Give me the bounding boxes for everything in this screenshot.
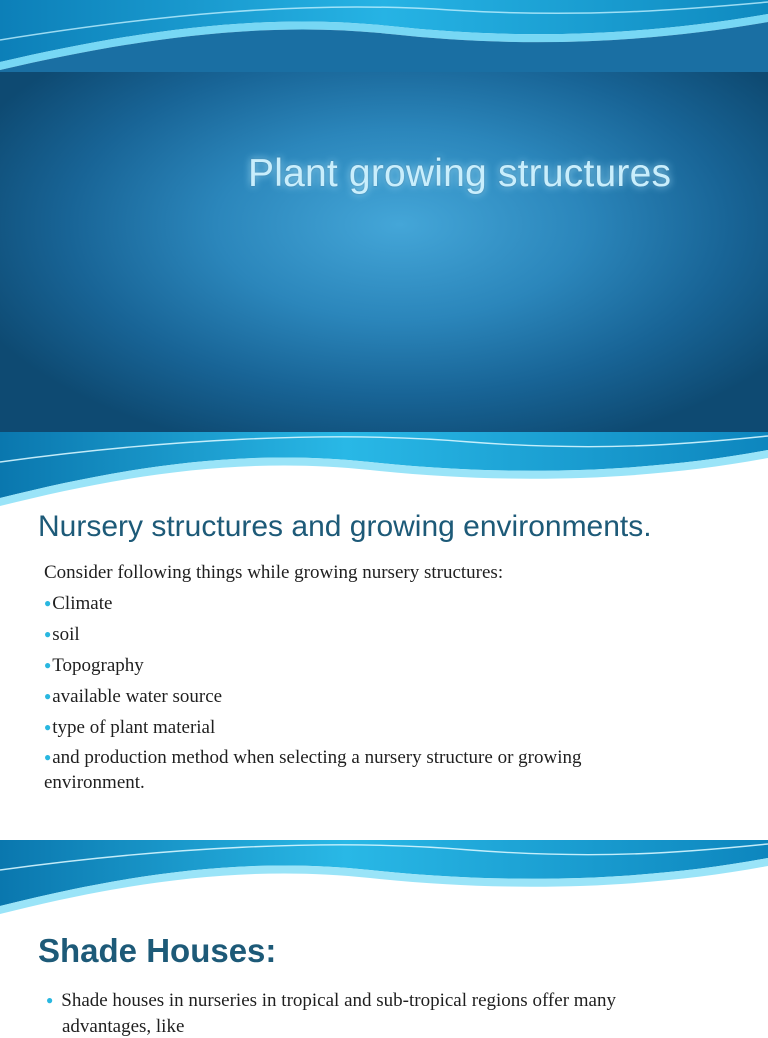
list-item: ●type of plant material [44, 717, 216, 738]
slide-heading: Shade Houses: [38, 932, 277, 969]
wave-decoration [0, 0, 768, 72]
list-item: ●soil [44, 624, 80, 645]
list-item-continuation: advantages, like [62, 1016, 185, 1037]
intro-text: Consider following things while growing nursery structures: [44, 562, 504, 583]
slide-title: Plant growing structures [248, 152, 672, 195]
slide-heading: Nursery structures and growing environments. [38, 510, 652, 543]
content-slide-nursery [0, 432, 768, 840]
bullet-icon: ● [44, 596, 52, 610]
wave-decoration [0, 840, 768, 916]
list-item: ●Topography [44, 655, 144, 676]
slide-body [44, 558, 724, 795]
bullet-icon: ● [44, 689, 52, 703]
bullet-icon: ● [44, 750, 52, 764]
title-slide [0, 0, 768, 432]
list-item: ●Climate [44, 593, 113, 614]
list-item: ● Shade houses in nurseries in tropical and sub-tropical regions offer many [46, 990, 616, 1011]
bullet-icon: ● [44, 658, 52, 672]
list-item: ●and production method when selecting a nursery structure or growing environment. [44, 747, 582, 793]
bullet-icon: ● [44, 627, 52, 641]
bullet-icon: ● [44, 720, 52, 734]
bullet-icon: ● [46, 993, 54, 1007]
wave-decoration [0, 432, 768, 508]
list-item: ●available water source [44, 686, 223, 707]
content-slide-shade-houses [0, 840, 768, 1037]
